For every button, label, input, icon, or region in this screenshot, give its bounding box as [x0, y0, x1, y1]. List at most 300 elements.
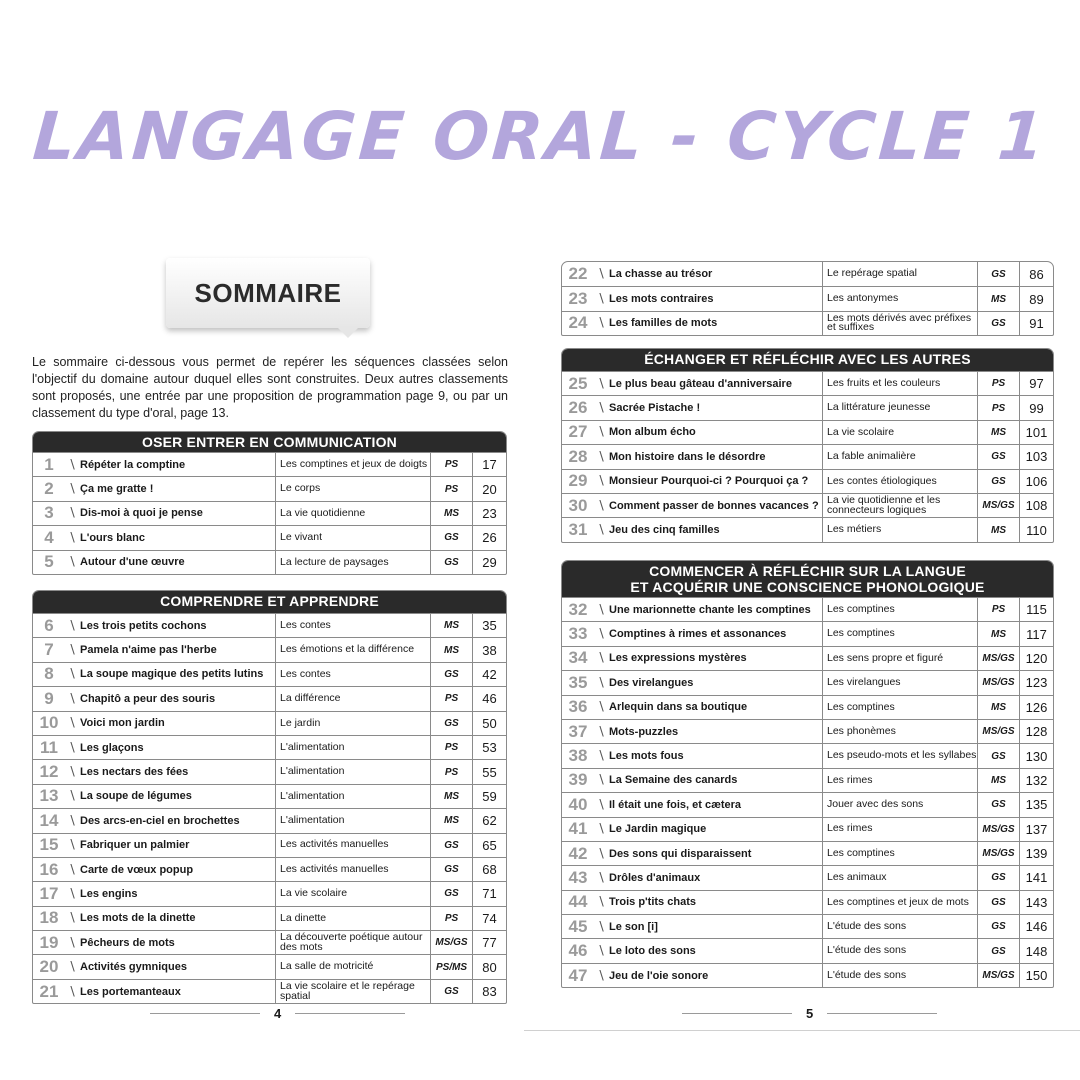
chevron-right-icon: ∖: [596, 522, 606, 538]
page-ref: 20: [482, 481, 497, 497]
sequence-theme: Les rimes: [823, 818, 978, 841]
chevron-right-icon: ∖: [596, 375, 606, 391]
sequence-number: 9: [44, 688, 54, 708]
class-level: PS: [431, 477, 473, 500]
table-row: [33, 686, 506, 710]
sequence-theme: L'alimentation: [276, 809, 431, 832]
sequence-theme: La littérature jeunesse: [823, 396, 978, 419]
sequence-title: Des arcs-en-ciel en brochettes: [79, 809, 276, 832]
page-ref: 120: [1025, 650, 1048, 666]
sequence-title: Carte de vœux popup: [79, 858, 276, 881]
sequence-theme: Les comptines et jeux de doigts: [276, 453, 431, 476]
page-ref: 103: [1025, 449, 1048, 465]
table-row: [33, 906, 506, 930]
chevron-right-icon: ∖: [596, 845, 606, 861]
sequence-theme: Les contes: [276, 663, 431, 686]
table-row: [562, 469, 1053, 493]
section-header: [562, 561, 1053, 597]
chevron-right-icon: ∖: [67, 715, 77, 731]
chevron-right-icon: ∖: [596, 674, 606, 690]
class-level: GS: [978, 891, 1020, 914]
sequence-theme: Les antonymes: [823, 287, 978, 310]
table-row: [562, 938, 1053, 962]
table-row: [33, 759, 506, 783]
class-level: GS: [978, 470, 1020, 493]
sequence-theme: L'étude des sons: [823, 915, 978, 938]
section-title-line: ET ACQUÉRIR UNE CONSCIENCE PHONOLOGIQUE: [630, 579, 985, 595]
table-row: [562, 768, 1053, 792]
sequence-title: Chapitô a peur des souris: [79, 687, 276, 710]
sequence-theme: La vie scolaire et le repérage spatial: [276, 980, 431, 1003]
sequence-number: 37: [568, 721, 588, 741]
page-ref: 71: [482, 886, 497, 902]
table-row: [33, 954, 506, 978]
table-row: [562, 517, 1053, 541]
class-level: MS: [431, 809, 473, 832]
chevron-right-icon: ∖: [596, 315, 606, 331]
sequence-title: Arlequin dans sa boutique: [608, 696, 823, 719]
sequence-number: 46: [568, 941, 588, 961]
chevron-right-icon: ∖: [596, 748, 606, 764]
sequence-number: 21: [39, 981, 59, 1001]
sequence-title: Pamela n'aime pas l'herbe: [79, 638, 276, 661]
page-ref: 146: [1025, 919, 1048, 935]
chevron-right-icon: ∖: [596, 772, 606, 788]
table-row: [562, 597, 1053, 621]
section-echanger-et-reflechir: [561, 348, 1054, 543]
table-row: [562, 890, 1053, 914]
chevron-right-icon: ∖: [67, 642, 77, 658]
table-row: [562, 841, 1053, 865]
table-row: [33, 735, 506, 759]
sommaire-label: SOMMAIRE: [166, 258, 370, 328]
sequence-title: Le Jardin magique: [608, 818, 823, 841]
table-row: [33, 637, 506, 661]
chevron-right-icon: ∖: [596, 601, 606, 617]
chevron-right-icon: ∖: [596, 266, 606, 282]
sequence-title: Mon album écho: [608, 421, 823, 444]
sequence-theme: Les comptines et jeux de mots: [823, 891, 978, 914]
section-header: [33, 591, 506, 613]
table-row: [562, 914, 1053, 938]
class-level: MS/GS: [978, 818, 1020, 841]
class-level: GS: [431, 858, 473, 881]
sequence-number: 27: [568, 422, 588, 442]
sequence-title: La Semaine des canards: [608, 769, 823, 792]
sequence-theme: La lecture de paysages: [276, 551, 431, 574]
sequence-number: 25: [568, 373, 588, 393]
sequence-title: Mots-puzzles: [608, 720, 823, 743]
sequence-theme: La salle de motricité: [276, 955, 431, 978]
table-row: [562, 286, 1053, 310]
chevron-right-icon: ∖: [67, 934, 77, 950]
chevron-right-icon: ∖: [67, 983, 77, 999]
sequence-number: 18: [39, 908, 59, 928]
footer-rule: [682, 1013, 792, 1014]
sequence-number: 43: [568, 867, 588, 887]
table-row: [33, 550, 506, 574]
sequence-title: Comptines à rimes et assonances: [608, 622, 823, 645]
sequence-title: Des virelangues: [608, 671, 823, 694]
sequence-number: 32: [568, 599, 588, 619]
sequence-title: Les nectars des fées: [79, 760, 276, 783]
sequence-theme: Les contes: [276, 614, 431, 637]
sequence-theme: L'étude des sons: [823, 939, 978, 962]
chevron-right-icon: ∖: [596, 650, 606, 666]
page-ref: 117: [1026, 626, 1047, 642]
chevron-right-icon: ∖: [596, 497, 606, 513]
class-level: GS: [978, 793, 1020, 816]
page-ref: 77: [482, 935, 497, 951]
table-row: [562, 444, 1053, 468]
page-ref: 46: [482, 691, 497, 707]
sequence-title: Les portemanteaux: [79, 980, 276, 1003]
table-row: [562, 420, 1053, 444]
page-ref: 143: [1025, 894, 1048, 910]
sequence-number: 7: [44, 640, 54, 660]
class-level: MS/GS: [978, 671, 1020, 694]
sequence-title: Drôles d'animaux: [608, 866, 823, 889]
class-level: PS: [431, 736, 473, 759]
page-ref: 126: [1025, 699, 1048, 715]
section-header: [33, 432, 506, 452]
table-row: [562, 670, 1053, 694]
sequence-theme: Le repérage spatial: [823, 262, 978, 286]
sequence-number: 40: [568, 794, 588, 814]
main-title: LANGAGE ORAL - CYCLE 1: [30, 98, 1050, 175]
table-row: [33, 525, 506, 549]
sequence-theme: Les comptines: [823, 598, 978, 621]
class-level: PS: [431, 907, 473, 930]
sequence-number: 42: [568, 843, 588, 863]
class-level: PS: [978, 372, 1020, 395]
sequence-number: 29: [568, 471, 588, 491]
table-row: [33, 881, 506, 905]
class-level: MS/GS: [978, 964, 1020, 987]
sequence-title: Les mots contraires: [608, 287, 823, 310]
section-title-line: ÉCHANGER ET RÉFLÉCHIR AVEC LES AUTRES: [644, 351, 971, 367]
sequence-number: 44: [568, 892, 588, 912]
chevron-right-icon: ∖: [596, 894, 606, 910]
page-ref: 59: [482, 788, 497, 804]
chevron-right-icon: ∖: [596, 918, 606, 934]
sequence-number: 23: [568, 289, 588, 309]
sequence-title: Voici mon jardin: [79, 712, 276, 735]
table-row: [562, 865, 1053, 889]
sequence-title: Comment passer de bonnes vacances ?: [608, 494, 823, 517]
table-row: [33, 711, 506, 735]
sequence-number: 14: [39, 810, 59, 830]
footer-rule: [295, 1013, 405, 1014]
class-level: GS: [978, 312, 1020, 335]
sequence-title: Autour d'une œuvre: [79, 551, 276, 574]
class-level: MS: [978, 287, 1020, 310]
section-commencer-a-reflechir: [561, 560, 1054, 988]
page-ref: 137: [1025, 821, 1048, 837]
page-footer-right: [682, 1006, 937, 1020]
page-number: 4: [274, 1005, 282, 1021]
sequence-theme: Les métiers: [823, 518, 978, 541]
table-row: [562, 262, 1053, 286]
sequence-number: 35: [568, 672, 588, 692]
class-level: MS/GS: [978, 842, 1020, 865]
table-row: [562, 963, 1053, 987]
sequence-number: 11: [40, 737, 58, 757]
sequence-number: 6: [44, 615, 54, 635]
class-level: GS: [978, 262, 1020, 286]
page-ref: 65: [482, 837, 497, 853]
table-row: [33, 857, 506, 881]
sequence-number: 19: [39, 932, 59, 952]
sequence-title: Jeu de l'oie sonore: [608, 964, 823, 987]
table-row: [562, 621, 1053, 645]
sequence-title: La soupe de légumes: [79, 785, 276, 808]
sequence-number: 34: [568, 648, 588, 668]
class-level: GS: [431, 663, 473, 686]
sequence-theme: Le vivant: [276, 526, 431, 549]
class-level: GS: [431, 882, 473, 905]
table-row: [33, 833, 506, 857]
class-level: MS: [978, 518, 1020, 541]
chevron-right-icon: ∖: [596, 967, 606, 983]
class-level: GS: [978, 915, 1020, 938]
chevron-right-icon: ∖: [596, 796, 606, 812]
table-row: [562, 646, 1053, 670]
chevron-right-icon: ∖: [67, 690, 77, 706]
sequence-title: La soupe magique des petits lutins: [79, 663, 276, 686]
sequence-theme: La vie quotidienne: [276, 502, 431, 525]
table-row: [33, 452, 506, 476]
page-ref: 23: [482, 505, 497, 521]
chevron-right-icon: ∖: [596, 723, 606, 739]
chevron-right-icon: ∖: [67, 529, 77, 545]
footer-rule: [827, 1013, 937, 1014]
sequence-number: 13: [39, 786, 59, 806]
page-ref: 108: [1025, 498, 1048, 514]
chevron-right-icon: ∖: [67, 481, 77, 497]
sequence-theme: Les sens propre et figuré: [823, 647, 978, 670]
sequence-number: 10: [39, 713, 59, 733]
sequence-theme: Les activités manuelles: [276, 834, 431, 857]
chevron-right-icon: ∖: [67, 959, 77, 975]
chevron-right-icon: ∖: [596, 473, 606, 489]
page-ref: 42: [482, 666, 497, 682]
class-level: PS: [431, 760, 473, 783]
page-ref: 139: [1025, 846, 1048, 862]
sequence-title: Les mots de la dinette: [79, 907, 276, 930]
sequence-theme: Les fruits et les couleurs: [823, 372, 978, 395]
sequence-theme: La découverte poétique autour des mots: [276, 931, 431, 954]
class-level: GS: [978, 744, 1020, 767]
page-ref: 123: [1025, 675, 1048, 691]
chevron-right-icon: ∖: [596, 400, 606, 416]
sequence-theme: Le jardin: [276, 712, 431, 735]
table-row: [33, 784, 506, 808]
page-ref: 62: [482, 813, 497, 829]
sequence-number: 3: [44, 503, 54, 523]
class-level: GS: [431, 551, 473, 574]
sequence-title: Mon histoire dans le désordre: [608, 445, 823, 468]
sequence-theme: La dinette: [276, 907, 431, 930]
sequence-title: Les glaçons: [79, 736, 276, 759]
class-level: PS: [978, 598, 1020, 621]
sequence-theme: L'étude des sons: [823, 964, 978, 987]
class-level: MS/GS: [978, 494, 1020, 517]
chevron-right-icon: ∖: [67, 666, 77, 682]
sequence-number: 4: [44, 527, 54, 547]
page-ref: 130: [1025, 748, 1048, 764]
sequence-theme: Les virelangues: [823, 671, 978, 694]
class-level: MS: [431, 638, 473, 661]
class-level: PS: [431, 453, 473, 476]
intro-paragraph: Le sommaire ci-dessous vous permet de repérer les séquences classées selon l'objectif du domaine autour duquel elles sont construites. Deux autres classements sont proposés, une entrée par une proposition de programmation page 9, ou par un classement du type d'oral, page 13.: [32, 355, 508, 420]
page-ref: 128: [1025, 724, 1048, 740]
page-ref: 53: [482, 740, 497, 756]
sequence-number: 39: [568, 770, 588, 790]
sequence-title: Pêcheurs de mots: [79, 931, 276, 954]
sequence-number: 5: [44, 552, 54, 572]
page-ref: 35: [482, 618, 497, 634]
sequence-theme: Le corps: [276, 477, 431, 500]
sequence-theme: La vie quotidienne et les connecteurs logiques: [823, 494, 978, 517]
sequence-title: Le loto des sons: [608, 939, 823, 962]
class-level: GS: [978, 445, 1020, 468]
sequence-theme: Les comptines: [823, 696, 978, 719]
class-level: GS: [431, 834, 473, 857]
sequence-theme: Les contes étiologiques: [823, 470, 978, 493]
table-row: [33, 979, 506, 1003]
sequence-theme: Les pseudo-mots et les syllabes: [823, 744, 978, 767]
table-row: [562, 395, 1053, 419]
sequence-number: 15: [39, 835, 59, 855]
sequence-title: Les familles de mots: [608, 312, 823, 335]
class-level: GS: [431, 712, 473, 735]
class-level: MS: [978, 696, 1020, 719]
page-ref: 50: [482, 715, 497, 731]
sequence-theme: La vie scolaire: [276, 882, 431, 905]
page-ref: 110: [1026, 522, 1047, 538]
chevron-right-icon: ∖: [67, 861, 77, 877]
sequence-theme: L'alimentation: [276, 736, 431, 759]
chevron-right-icon: ∖: [596, 448, 606, 464]
table-row: [33, 662, 506, 686]
class-level: GS: [978, 939, 1020, 962]
chevron-right-icon: ∖: [596, 869, 606, 885]
sequence-title: Une marionnette chante les comptines: [608, 598, 823, 621]
page-ref: 26: [482, 530, 497, 546]
sequence-title: Dis-moi à quoi je pense: [79, 502, 276, 525]
sequence-title: La chasse au trésor: [608, 262, 823, 286]
class-level: PS: [978, 396, 1020, 419]
table-row: [562, 817, 1053, 841]
sequence-theme: Jouer avec des sons: [823, 793, 978, 816]
class-level: PS: [431, 687, 473, 710]
page-ref: 141: [1025, 870, 1048, 886]
table-row: [33, 501, 506, 525]
sequence-theme: Les mots dérivés avec préfixes et suffixes: [823, 312, 978, 335]
sequence-number: 16: [39, 859, 59, 879]
sequence-number: 1: [44, 454, 54, 474]
section-title-line: OSER ENTRER EN COMMUNICATION: [141, 434, 397, 450]
sequence-title: Le plus beau gâteau d'anniversaire: [608, 372, 823, 395]
sequence-number: 30: [568, 495, 588, 515]
section-oser-entrer-en-communication: [32, 431, 507, 575]
class-level: MS: [431, 502, 473, 525]
page-ref: 150: [1025, 968, 1048, 984]
speech-bubble-tail-icon: [336, 326, 360, 338]
sequence-title: Activités gymniques: [79, 955, 276, 978]
section-title-line: COMPRENDRE ET APPRENDRE: [160, 593, 379, 609]
table-row: [33, 613, 506, 637]
sequence-title: Sacrée Pistache !: [608, 396, 823, 419]
class-level: GS: [431, 980, 473, 1003]
chevron-right-icon: ∖: [596, 821, 606, 837]
sequence-number: 28: [568, 446, 588, 466]
sequence-number: 12: [39, 762, 59, 782]
sequence-title: Monsieur Pourquoi-ci ? Pourquoi ça ?: [608, 470, 823, 493]
section-continued-rows: [561, 261, 1054, 336]
chevron-right-icon: ∖: [67, 456, 77, 472]
sequence-number: 47: [568, 965, 588, 985]
sequence-number: 2: [44, 479, 54, 499]
page-ref: 17: [482, 457, 497, 473]
chevron-right-icon: ∖: [67, 788, 77, 804]
sequence-theme: La fable animalière: [823, 445, 978, 468]
page-ref: 89: [1029, 291, 1044, 307]
sequence-title: Trois p'tits chats: [608, 891, 823, 914]
sequence-title: Ça me gratte !: [79, 477, 276, 500]
sequence-title: Le son [i]: [608, 915, 823, 938]
page-ref: 80: [482, 959, 497, 975]
chevron-right-icon: ∖: [67, 910, 77, 926]
page-ref: 74: [482, 910, 497, 926]
section-header: [562, 349, 1053, 371]
table-row: [562, 695, 1053, 719]
sequence-number: 36: [568, 697, 588, 717]
sequence-theme: Les activités manuelles: [276, 858, 431, 881]
sequence-theme: La différence: [276, 687, 431, 710]
table-row: [33, 930, 506, 954]
sequence-title: Les trois petits cochons: [79, 614, 276, 637]
sequence-number: 33: [568, 624, 588, 644]
sequence-number: 26: [568, 398, 588, 418]
sequence-theme: Les comptines: [823, 622, 978, 645]
chevron-right-icon: ∖: [67, 617, 77, 633]
sequence-title: Les expressions mystères: [608, 647, 823, 670]
sequence-number: 41: [568, 819, 588, 839]
table-row: [562, 743, 1053, 767]
sequence-title: Les mots fous: [608, 744, 823, 767]
chevron-right-icon: ∖: [67, 554, 77, 570]
table-row: [33, 476, 506, 500]
class-level: MS/GS: [978, 720, 1020, 743]
sequence-title: Il était une fois, et cætera: [608, 793, 823, 816]
chevron-right-icon: ∖: [67, 837, 77, 853]
sequence-number: 45: [568, 916, 588, 936]
page-ref: 86: [1029, 266, 1044, 282]
sequence-theme: Les émotions et la différence: [276, 638, 431, 661]
chevron-right-icon: ∖: [596, 291, 606, 307]
page-ref: 135: [1025, 797, 1048, 813]
table-row: [562, 719, 1053, 743]
page-ref: 97: [1029, 376, 1044, 392]
sequence-number: 24: [568, 313, 588, 333]
footer-rule: [150, 1013, 260, 1014]
page-ref: 101: [1025, 424, 1048, 440]
sequence-theme: Les animaux: [823, 866, 978, 889]
class-level: MS: [978, 769, 1020, 792]
table-row: [33, 808, 506, 832]
